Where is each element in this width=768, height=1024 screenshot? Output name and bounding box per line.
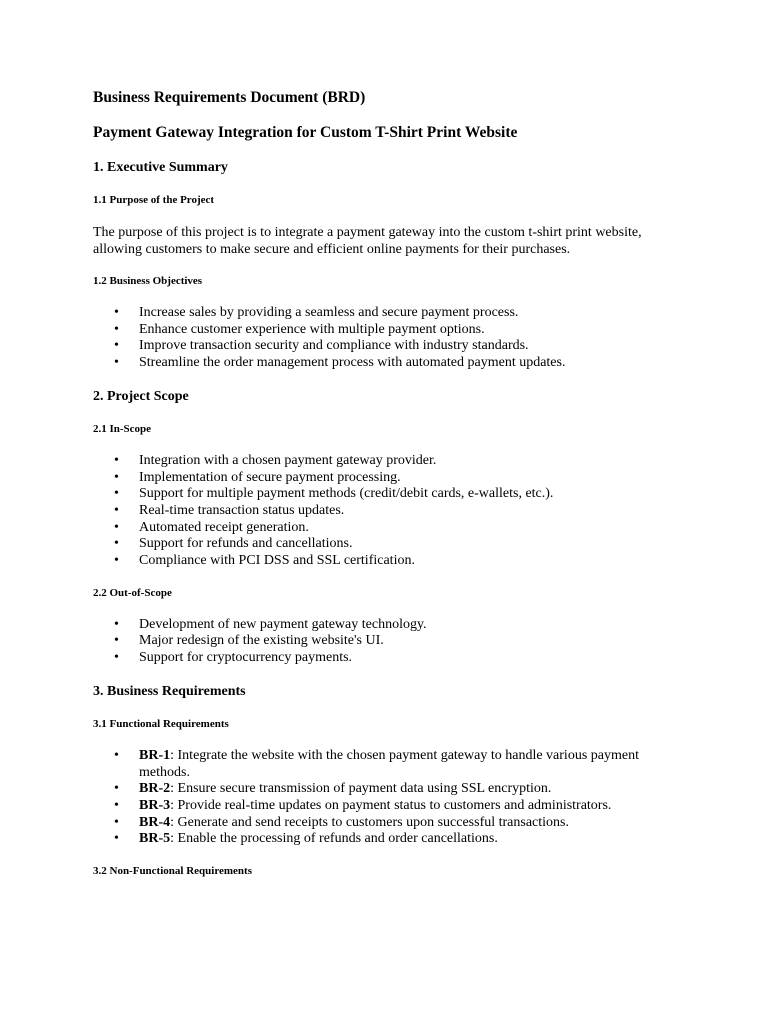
list-item: • Automated receipt generation.	[114, 519, 309, 535]
document-page	[93, 86, 683, 878]
requirement-id: BR-2	[139, 781, 171, 797]
section-1-1-heading: 1.1 Purpose of the Project	[93, 194, 215, 206]
requirement-id: BR-5	[139, 831, 171, 847]
list-item: • Major redesign of the existing website's UI.	[114, 633, 384, 649]
list-item: • Support for multiple payment methods (credit/debit cards, e-wallets, etc.).	[114, 486, 554, 502]
list-item: • Support for refunds and cancellations.	[114, 536, 353, 552]
list-item: • BR-3: Provide real-time updates on payment status to customers and administrators.	[114, 797, 612, 813]
list-item: • BR-2: Ensure secure transmission of payment data using SSL encryption.	[114, 781, 552, 797]
list-item: • Integration with a chosen payment gateway provider.	[114, 452, 437, 468]
list-item: • Streamline the order management process with automated payment updates.	[114, 355, 566, 371]
document-subtitle: Payment Gateway Integration for Custom T-Shirt Print Website	[93, 124, 518, 141]
section-3-heading: 3. Business Requirements	[93, 683, 246, 699]
list-item: • Improve transaction security and compliance with industry standards.	[114, 338, 529, 354]
list-item: • BR-4: Generate and send receipts to customers upon successful transactions.	[114, 814, 570, 830]
list-item: • Real-time transaction status updates.	[114, 502, 345, 518]
section-1-heading: 1. Executive Summary	[93, 160, 228, 175]
business-objectives-list	[93, 305, 683, 372]
functional-requirements-list	[93, 748, 683, 848]
in-scope-list	[93, 453, 683, 570]
section-2-heading: 2. Project Scope	[93, 388, 189, 404]
document-title: Business Requirements Document (BRD)	[93, 89, 366, 106]
out-of-scope-list	[93, 617, 683, 667]
requirement-id: BR-3	[139, 797, 171, 813]
requirement-id: BR-1	[139, 747, 171, 763]
list-item: • BR-5: Enable the processing of refunds and order cancellations.	[114, 831, 498, 847]
purpose-paragraph: The purpose of this project is to integrate a payment gateway into the custom t-shirt print website, allowing customers to make secure and efficient online payments for their purchases.	[93, 225, 642, 257]
section-2-2-heading: 2.2 Out-of-Scope	[93, 586, 172, 599]
list-item: • Compliance with PCI DSS and SSL certification.	[114, 553, 415, 569]
section-2-1-heading: 2.1 In-Scope	[93, 422, 152, 435]
list-item: • Increase sales by providing a seamless and secure payment process.	[114, 305, 519, 320]
section-3-2-heading: 3.2 Non-Functional Requirements	[93, 865, 252, 878]
section-3-1-heading: 3.1 Functional Requirements	[93, 717, 229, 730]
list-item: • Enhance customer experience with multiple payment options.	[114, 321, 485, 337]
list-item: • Implementation of secure payment processing.	[114, 469, 401, 485]
requirement-id: BR-4	[139, 814, 171, 830]
list-item: • BR-1: Integrate the website with the chosen payment gateway to handle various payment methods.	[114, 747, 639, 780]
section-1-2-heading: 1.2 Business Objectives	[93, 275, 203, 287]
list-item: • Support for cryptocurrency payments.	[114, 650, 353, 666]
list-item: • Development of new payment gateway technology.	[114, 616, 427, 632]
